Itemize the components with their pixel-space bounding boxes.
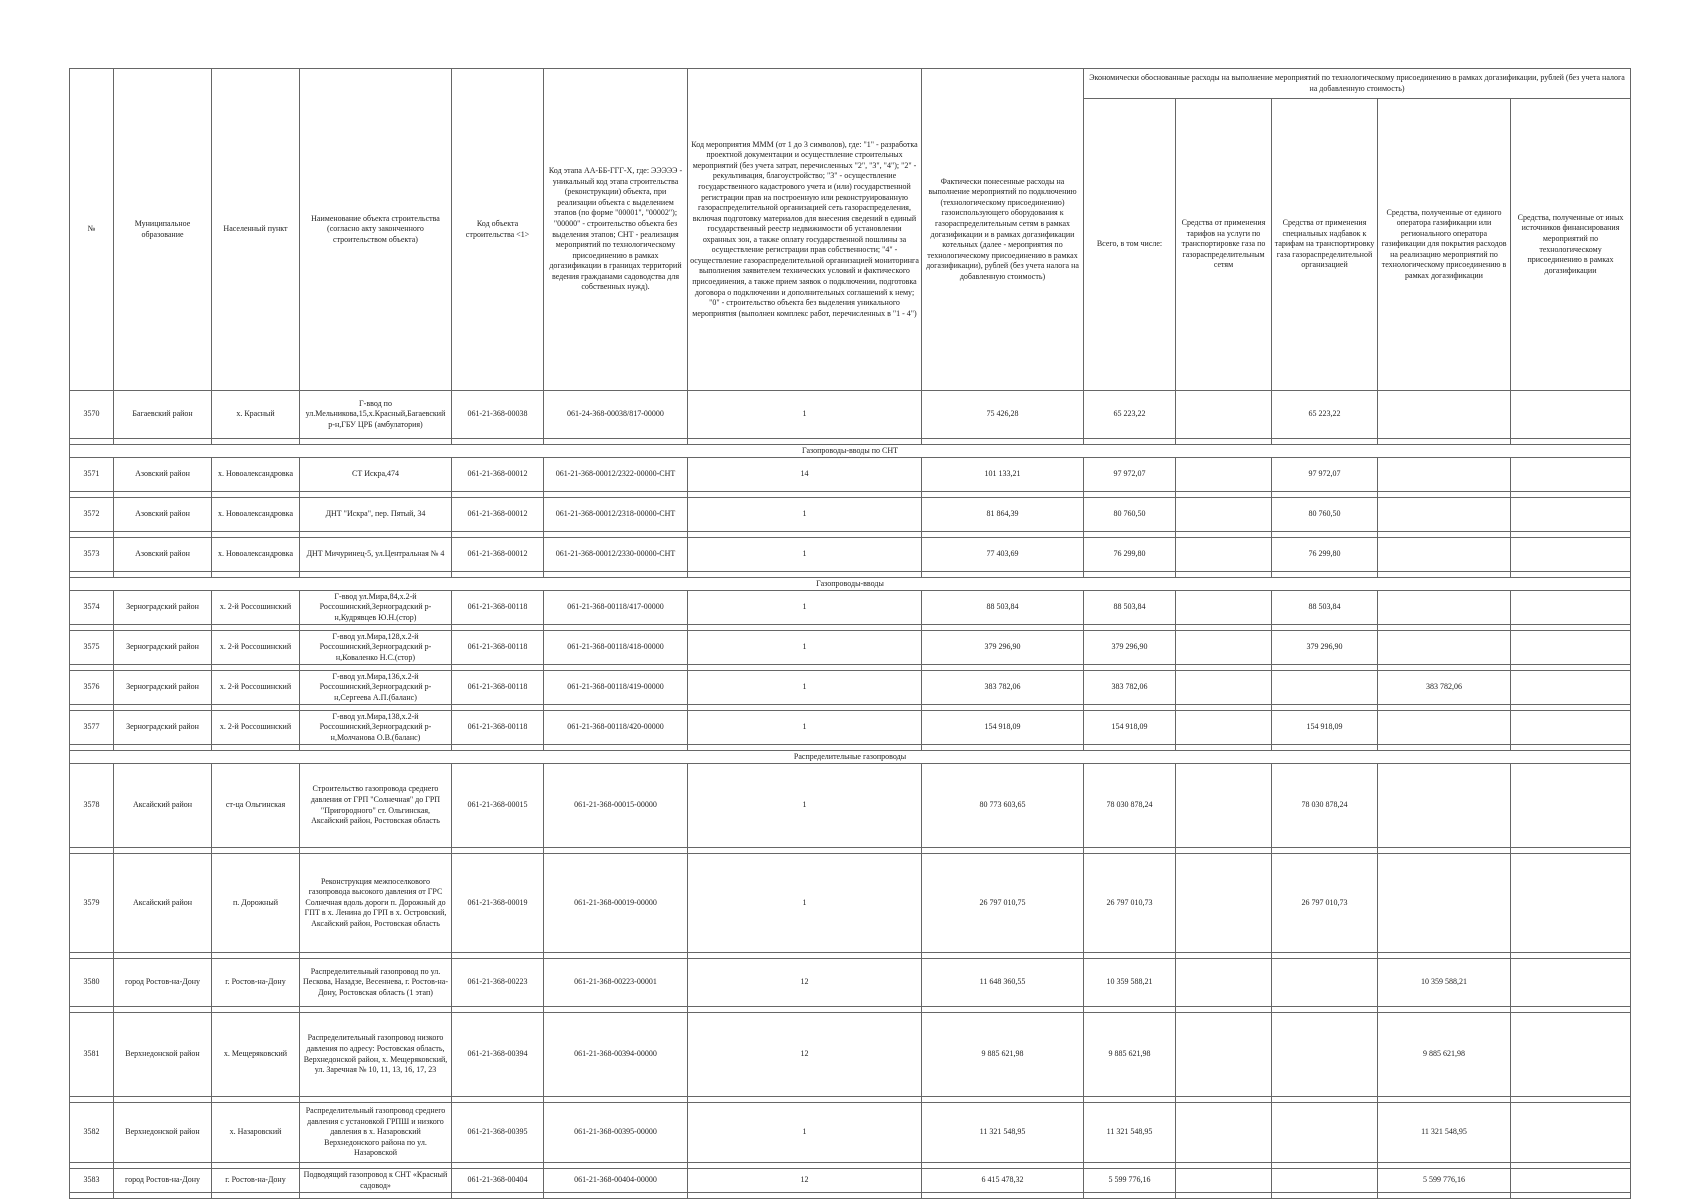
surcharge-cell: 88 503,84	[1272, 591, 1378, 625]
municipality-cell: Зерноградский район	[114, 631, 212, 665]
surcharge-cell: 76 299,80	[1272, 538, 1378, 572]
operator-cell	[1378, 631, 1511, 665]
stage-code-cell: 061-21-368-00015-00000	[544, 764, 688, 848]
actual-costs-cell: 81 864,39	[922, 498, 1084, 532]
object-code-cell: 061-21-368-00012	[452, 538, 544, 572]
header-municipality: Муниципальное образование	[114, 69, 212, 391]
municipality-cell: Багаевский район	[114, 391, 212, 439]
table-row	[70, 498, 1631, 532]
locality-cell: п. Дорожный	[212, 854, 300, 953]
locality-cell: х. Назаровский	[212, 1103, 300, 1163]
other-cell	[1511, 854, 1631, 953]
measure-code-cell: 12	[688, 1169, 922, 1193]
stage-code-cell: 061-21-368-00394-00000	[544, 1013, 688, 1097]
surcharge-cell: 379 296,90	[1272, 631, 1378, 665]
other-cell	[1511, 671, 1631, 705]
total-cell: 383 782,06	[1084, 671, 1176, 705]
object-code-cell: 061-21-368-00118	[452, 591, 544, 625]
tariff-cell	[1176, 1013, 1272, 1097]
total-cell: 379 296,90	[1084, 631, 1176, 665]
locality-cell: х. 2-й Россошинский	[212, 711, 300, 745]
row-no-cell: 3570	[70, 391, 114, 439]
locality-cell: х. Новоалександровка	[212, 498, 300, 532]
other-cell	[1511, 498, 1631, 532]
measure-code-cell: 1	[688, 764, 922, 848]
measure-code-cell: 1	[688, 391, 922, 439]
object-name-cell: Г-ввод ул.Мира,138,х.2-й Россошинский,Зерноградский р-н,Молчанова О.В.(баланс)	[300, 711, 452, 745]
spacer-cell	[70, 1193, 114, 1199]
stage-code-cell: 061-21-368-00395-00000	[544, 1103, 688, 1163]
stage-code-cell: 061-21-368-00404-00000	[544, 1169, 688, 1193]
row-no-cell: 3574	[70, 591, 114, 625]
spacer-cell	[1272, 1193, 1378, 1199]
locality-cell: х. Новоалександровка	[212, 538, 300, 572]
surcharge-cell: 97 972,07	[1272, 458, 1378, 492]
row-no-cell: 3583	[70, 1169, 114, 1193]
locality-cell: г. Ростов-на-Дону	[212, 959, 300, 1007]
measure-code-cell: 1	[688, 538, 922, 572]
locality-cell: г. Ростов-на-Дону	[212, 1169, 300, 1193]
measure-code-cell: 12	[688, 959, 922, 1007]
object-name-cell: Г-ввод по ул.Мельникова,15,х.Красный,Багаевский р-н,ГБУ ЦРБ (амбулатория)	[300, 391, 452, 439]
header-locality: Населенный пункт	[212, 69, 300, 391]
stage-code-cell: 061-21-368-00118/419-00000	[544, 671, 688, 705]
operator-cell	[1378, 711, 1511, 745]
surcharge-cell: 154 918,09	[1272, 711, 1378, 745]
row-no-cell: 3579	[70, 854, 114, 953]
municipality-cell: Аксайский район	[114, 764, 212, 848]
row-no-cell: 3572	[70, 498, 114, 532]
row-no-cell: 3573	[70, 538, 114, 572]
total-cell: 88 503,84	[1084, 591, 1176, 625]
municipality-cell: город Ростов-на-Дону	[114, 1169, 212, 1193]
object-name-cell: ДНТ Мичуринец-5, ул.Центральная № 4	[300, 538, 452, 572]
stage-code-cell: 061-21-368-00118/420-00000	[544, 711, 688, 745]
operator-cell	[1378, 538, 1511, 572]
other-cell	[1511, 591, 1631, 625]
measure-code-cell: 1	[688, 1103, 922, 1163]
object-name-cell: Подводящий газопровод к СНТ «Красный садовод»	[300, 1169, 452, 1193]
municipality-cell: Азовский район	[114, 538, 212, 572]
total-cell: 76 299,80	[1084, 538, 1176, 572]
operator-cell: 11 321 548,95	[1378, 1103, 1511, 1163]
tariff-cell	[1176, 538, 1272, 572]
stage-code-cell: 061-21-368-00118/418-00000	[544, 631, 688, 665]
operator-cell	[1378, 764, 1511, 848]
object-name-cell: Распределительный газопровод среднего давления с установкой ГРПШ и низкого давления в х. Назаровский Верхнедонского района по ул. Назаровской	[300, 1103, 452, 1163]
actual-costs-cell: 77 403,69	[922, 538, 1084, 572]
actual-costs-cell: 9 885 621,98	[922, 1013, 1084, 1097]
row-no-cell: 3576	[70, 671, 114, 705]
row-no-cell: 3582	[70, 1103, 114, 1163]
tariff-cell	[1176, 458, 1272, 492]
row-no-cell: 3575	[70, 631, 114, 665]
surcharge-cell: 26 797 010,73	[1272, 854, 1378, 953]
stage-code-cell: 061-21-368-00019-00000	[544, 854, 688, 953]
other-cell	[1511, 631, 1631, 665]
tariff-cell	[1176, 711, 1272, 745]
object-code-cell: 061-21-368-00394	[452, 1013, 544, 1097]
actual-costs-cell: 75 426,28	[922, 391, 1084, 439]
municipality-cell: Зерноградский район	[114, 591, 212, 625]
header-other: Средства, полученные от иных источников финансирования мероприятий по технологическому присоединению в рамках догазификации	[1511, 99, 1631, 391]
actual-costs-cell: 383 782,06	[922, 671, 1084, 705]
object-name-cell: Распределительный газопровод низкого давления по адресу: Ростовская область, Верхнедонской район, х. Мещеряковский, ул. Заречная № 10, 11, 13, 16, 17, 23	[300, 1013, 452, 1097]
object-name-cell: Г-ввод ул.Мира,84,х.2-й Россошинский,Зерноградский р-н,Кудрявцев Ю.Н.(стор)	[300, 591, 452, 625]
municipality-cell: Верхнедонской район	[114, 1013, 212, 1097]
actual-costs-cell: 11 648 360,55	[922, 959, 1084, 1007]
spacer-cell	[1084, 1193, 1176, 1199]
header-measure-code: Код мероприятия МММ (от 1 до 3 символов), где: "1" - разработка проектной документации и осуществление строительных мероприятий (без учета затрат, перечисленных "2", "3", "4"); "2" - рекультивация, благоустройство; "3" - осуществление государственного кадастрового учета и (или) государственной регистрации прав на построенную или реконструированную газораспределительной организацией сеть газораспределения, включая подготовку материалов для внесения сведений в единый государственный реестр недвижимости об установлении охранных зон, а также оплату государственной пошлины за осуществление регистрации прав собственности; "4" - осуществление газораспределительной организацией мониторинга выполнения заявителем технических условий и фактического присоединения, а также прием заявок о подключении, подготовка договора о подключении и дополнительных соглашений к нему; "0" - строительство объекта без выделения уникального мероприятия (выполнен комплекс работ, перечисленных в "1 - 4")	[688, 69, 922, 391]
table-row	[70, 1013, 1631, 1097]
stage-code-cell: 061-24-368-00038/817-00000	[544, 391, 688, 439]
object-name-cell: Распределительный газопровод по ул. Пескова, Назадзе, Весеннева, г. Ростов-на-Дону, Ростовская область (1 этап)	[300, 959, 452, 1007]
header-object-name: Наименование объекта строительства (согласно акту законченного строительством объекта)	[300, 69, 452, 391]
locality-cell: ст-ца Ольгинская	[212, 764, 300, 848]
header-actual-costs: Фактически понесенные расходы на выполнение мероприятий по подключению (технологическому присоединению) газоиспользующего оборудования к газораспределительным сетям в рамках догазификации и в рамках догазификации котельных (далее - мероприятия по технологическому присоединению в рамках догазификации), рублей (без учета налога на добавленную стоимость)	[922, 69, 1084, 391]
operator-cell: 383 782,06	[1378, 671, 1511, 705]
surcharge-cell: 65 223,22	[1272, 391, 1378, 439]
header-tariff: Средства от применения тарифов на услуги по транспортировке газа по газораспределительным сетям	[1176, 99, 1272, 391]
surcharge-cell: 78 030 878,24	[1272, 764, 1378, 848]
operator-cell: 9 885 621,98	[1378, 1013, 1511, 1097]
tariff-cell	[1176, 959, 1272, 1007]
operator-cell: 5 599 776,16	[1378, 1169, 1511, 1193]
surcharge-cell	[1272, 1013, 1378, 1097]
other-cell	[1511, 1169, 1631, 1193]
municipality-cell: Верхнедонской район	[114, 1103, 212, 1163]
operator-cell	[1378, 591, 1511, 625]
table-row	[70, 671, 1631, 705]
spacer-cell	[1176, 1193, 1272, 1199]
header-object-code: Код объекта строительства <1>	[452, 69, 544, 391]
total-cell: 5 599 776,16	[1084, 1169, 1176, 1193]
costs-table	[69, 68, 1631, 1199]
municipality-cell: Зерноградский район	[114, 711, 212, 745]
section-row	[70, 578, 1631, 591]
section-title: Газопроводы-вводы по СНТ	[70, 445, 1631, 458]
municipality-cell: город Ростов-на-Дону	[114, 959, 212, 1007]
table-row	[70, 854, 1631, 953]
header-econ-group: Экономически обоснованные расходы на выполнение мероприятий по технологическому присоединению в рамках догазификации, рублей (без учета налога на добавленную стоимость)	[1084, 69, 1631, 99]
measure-code-cell: 1	[688, 671, 922, 705]
actual-costs-cell: 379 296,90	[922, 631, 1084, 665]
total-cell: 80 760,50	[1084, 498, 1176, 532]
municipality-cell: Аксайский район	[114, 854, 212, 953]
table-row	[70, 711, 1631, 745]
other-cell	[1511, 711, 1631, 745]
measure-code-cell: 1	[688, 631, 922, 665]
tariff-cell	[1176, 591, 1272, 625]
total-cell: 11 321 548,95	[1084, 1103, 1176, 1163]
other-cell	[1511, 1103, 1631, 1163]
municipality-cell: Азовский район	[114, 498, 212, 532]
total-cell: 97 972,07	[1084, 458, 1176, 492]
operator-cell	[1378, 391, 1511, 439]
stage-code-cell: 061-21-368-00012/2322-00000-СНТ	[544, 458, 688, 492]
object-name-cell: Реконструкция межпоселкового газопровода высокого давления от ГРС Солнечная вдоль дороги п. Дорожный до ГПТ в х. Ленина до ГРП в х. Островский, Аксайский район, Ростовская область	[300, 854, 452, 953]
section-title: Распределительные газопроводы	[70, 751, 1631, 764]
section-title: Газопроводы-вводы	[70, 578, 1631, 591]
object-name-cell: Строительство газопровода среднего давления от ГРП "Солнечная" до ГРП "Пригородного" ст. Ольгинская, Аксайский район, Ростовская область	[300, 764, 452, 848]
spacer-cell	[688, 1193, 922, 1199]
actual-costs-cell: 6 415 478,32	[922, 1169, 1084, 1193]
spacer-cell	[544, 1193, 688, 1199]
other-cell	[1511, 391, 1631, 439]
measure-code-cell: 12	[688, 1013, 922, 1097]
object-code-cell: 061-21-368-00223	[452, 959, 544, 1007]
object-code-cell: 061-21-368-00015	[452, 764, 544, 848]
tariff-cell	[1176, 498, 1272, 532]
object-code-cell: 061-21-368-00404	[452, 1169, 544, 1193]
spacer-cell	[452, 1193, 544, 1199]
locality-cell: х. 2-й Россошинский	[212, 591, 300, 625]
surcharge-cell	[1272, 959, 1378, 1007]
locality-cell: х. 2-й Россошинский	[212, 671, 300, 705]
total-cell: 9 885 621,98	[1084, 1013, 1176, 1097]
total-cell: 78 030 878,24	[1084, 764, 1176, 848]
table-row	[70, 391, 1631, 439]
spacer-cell	[212, 1193, 300, 1199]
stage-code-cell: 061-21-368-00223-00001	[544, 959, 688, 1007]
table-body	[70, 391, 1631, 1199]
table-row	[70, 591, 1631, 625]
object-code-cell: 061-21-368-00395	[452, 1103, 544, 1163]
actual-costs-cell: 101 133,21	[922, 458, 1084, 492]
tariff-cell	[1176, 764, 1272, 848]
locality-cell: х. Новоалександровка	[212, 458, 300, 492]
total-cell: 10 359 588,21	[1084, 959, 1176, 1007]
operator-cell: 10 359 588,21	[1378, 959, 1511, 1007]
measure-code-cell: 1	[688, 498, 922, 532]
other-cell	[1511, 538, 1631, 572]
measure-code-cell: 1	[688, 711, 922, 745]
header-stage-code: Код этапа АА-ББ-ГГГ-Х, где: ЭЭЭЭЭ - уникальный код этапа строительства (реконструкции) объекта, при реализации объекта с выделением этапов (по форме "00001", "00002"); "00000" - строительство объекта без выделения этапов; СНТ - реализация мероприятий по технологическому присоединению в рамках догазификации в границах территорий ведения гражданами садоводства для собственных нужд).	[544, 69, 688, 391]
surcharge-cell	[1272, 1103, 1378, 1163]
spacer-cell	[114, 1193, 212, 1199]
spacer-row	[70, 1193, 1631, 1199]
table-row	[70, 1169, 1631, 1193]
actual-costs-cell: 80 773 603,65	[922, 764, 1084, 848]
locality-cell: х. 2-й Россошинский	[212, 631, 300, 665]
tariff-cell	[1176, 1103, 1272, 1163]
spacer-cell	[922, 1193, 1084, 1199]
other-cell	[1511, 764, 1631, 848]
object-name-cell: Г-ввод ул.Мира,136,х.2-й Россошинский,Зерноградский р-н,Сергеева А.П.(баланс)	[300, 671, 452, 705]
actual-costs-cell: 154 918,09	[922, 711, 1084, 745]
object-code-cell: 061-21-368-00012	[452, 458, 544, 492]
table-row	[70, 764, 1631, 848]
table-row	[70, 631, 1631, 665]
locality-cell: х. Красный	[212, 391, 300, 439]
object-code-cell: 061-21-368-00118	[452, 711, 544, 745]
tariff-cell	[1176, 671, 1272, 705]
row-no-cell: 3571	[70, 458, 114, 492]
table-row	[70, 1103, 1631, 1163]
other-cell	[1511, 959, 1631, 1007]
row-no-cell: 3580	[70, 959, 114, 1007]
object-code-cell: 061-21-368-00118	[452, 671, 544, 705]
actual-costs-cell: 11 321 548,95	[922, 1103, 1084, 1163]
surcharge-cell: 80 760,50	[1272, 498, 1378, 532]
actual-costs-cell: 88 503,84	[922, 591, 1084, 625]
header-no: №	[70, 69, 114, 391]
locality-cell: х. Мещеряковский	[212, 1013, 300, 1097]
header-operator: Средства, полученные от единого оператора газификации или регионального оператора газификации для покрытия расходов на реализацию мероприятий по технологическому присоединению в рамках догазификации	[1378, 99, 1511, 391]
object-code-cell: 061-21-368-00012	[452, 498, 544, 532]
measure-code-cell: 1	[688, 591, 922, 625]
total-cell: 65 223,22	[1084, 391, 1176, 439]
tariff-cell	[1176, 854, 1272, 953]
municipality-cell: Азовский район	[114, 458, 212, 492]
section-row	[70, 445, 1631, 458]
tariff-cell	[1176, 391, 1272, 439]
object-name-cell: СТ Искра,474	[300, 458, 452, 492]
operator-cell	[1378, 854, 1511, 953]
actual-costs-cell: 26 797 010,75	[922, 854, 1084, 953]
other-cell	[1511, 1013, 1631, 1097]
object-code-cell: 061-21-368-00038	[452, 391, 544, 439]
measure-code-cell: 14	[688, 458, 922, 492]
row-no-cell: 3577	[70, 711, 114, 745]
object-code-cell: 061-21-368-00019	[452, 854, 544, 953]
stage-code-cell: 061-21-368-00118/417-00000	[544, 591, 688, 625]
section-row	[70, 751, 1631, 764]
object-code-cell: 061-21-368-00118	[452, 631, 544, 665]
surcharge-cell	[1272, 671, 1378, 705]
spacer-cell	[1511, 1193, 1631, 1199]
total-cell: 154 918,09	[1084, 711, 1176, 745]
stage-code-cell: 061-21-368-00012/2330-00000-СНТ	[544, 538, 688, 572]
header-surcharge: Средства от применения специальных надбавок к тарифам на транспортировку газа газораспределительной организацией	[1272, 99, 1378, 391]
stage-code-cell: 061-21-368-00012/2318-00000-СНТ	[544, 498, 688, 532]
tariff-cell	[1176, 1169, 1272, 1193]
spacer-cell	[1378, 1193, 1511, 1199]
operator-cell	[1378, 458, 1511, 492]
operator-cell	[1378, 498, 1511, 532]
tariff-cell	[1176, 631, 1272, 665]
row-no-cell: 3578	[70, 764, 114, 848]
object-name-cell: ДНТ "Искра", пер. Пятый, 34	[300, 498, 452, 532]
measure-code-cell: 1	[688, 854, 922, 953]
row-no-cell: 3581	[70, 1013, 114, 1097]
spacer-cell	[300, 1193, 452, 1199]
municipality-cell: Зерноградский район	[114, 671, 212, 705]
table-row	[70, 458, 1631, 492]
other-cell	[1511, 458, 1631, 492]
header-total: Всего, в том числе:	[1084, 99, 1176, 391]
table-row	[70, 959, 1631, 1007]
object-name-cell: Г-ввод ул.Мира,128,х.2-й Россошинский,Зерноградский р-н,Коваленко Н.С.(стор)	[300, 631, 452, 665]
total-cell: 26 797 010,73	[1084, 854, 1176, 953]
surcharge-cell	[1272, 1169, 1378, 1193]
table-row	[70, 538, 1631, 572]
